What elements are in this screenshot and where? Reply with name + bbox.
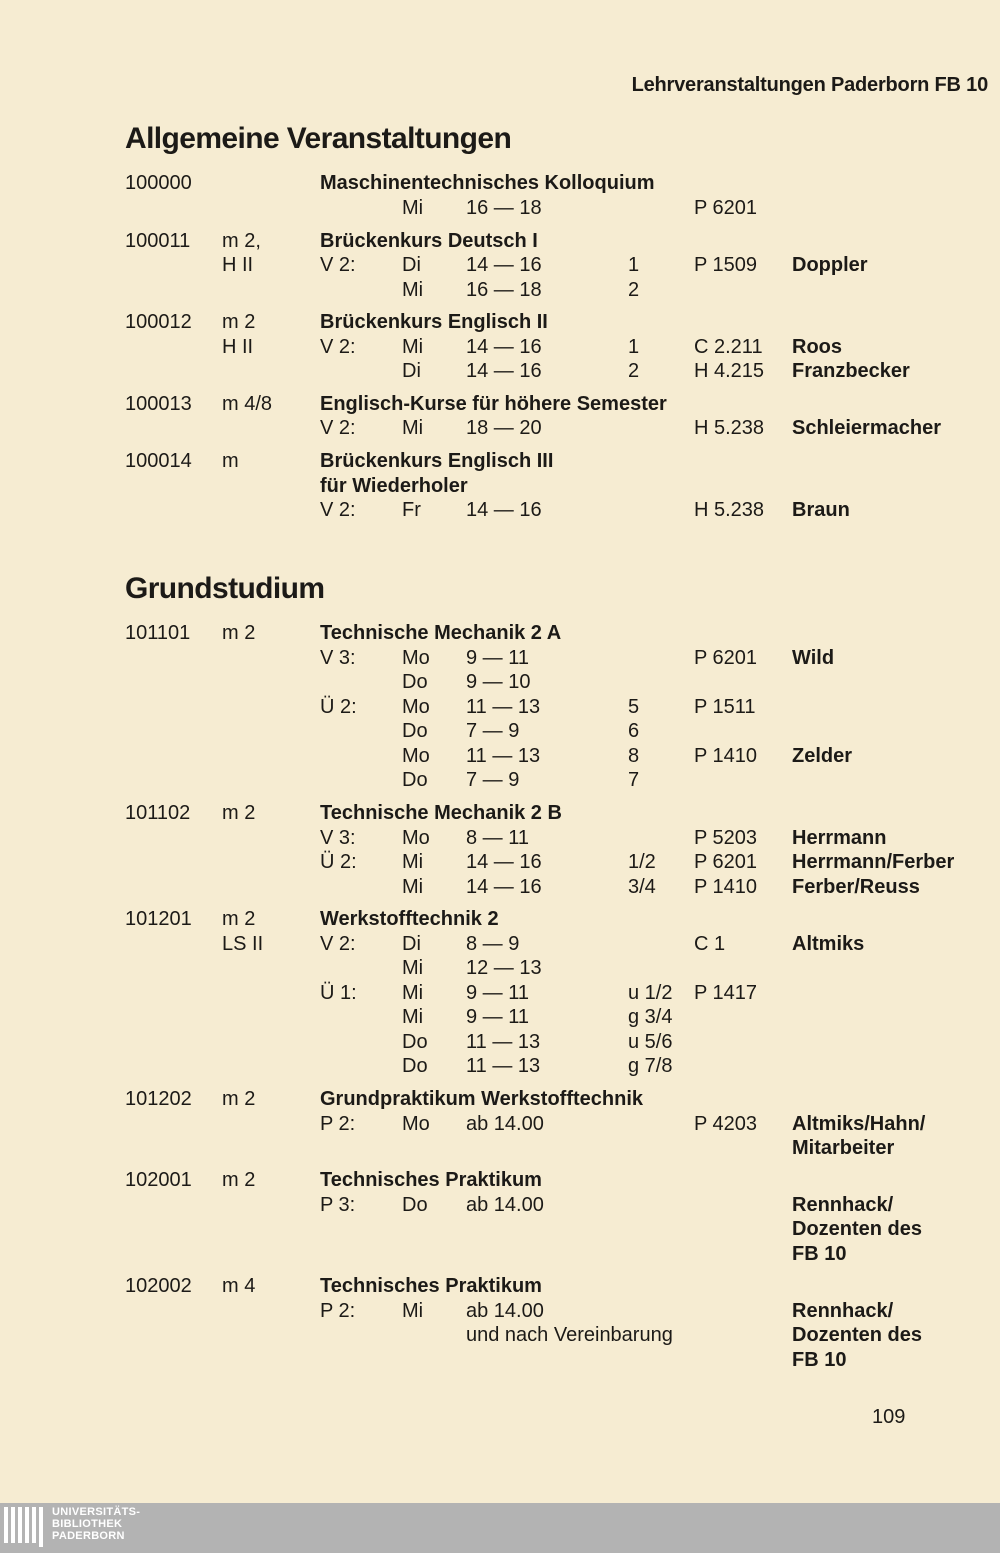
weekday: Mo xyxy=(402,745,430,767)
course-code: m xyxy=(222,450,239,472)
room: P 1511 xyxy=(694,696,756,718)
course-title: Technische Mechanik 2 A xyxy=(320,622,562,644)
table-row xyxy=(0,498,1000,522)
table-row xyxy=(0,1193,1000,1217)
table-row xyxy=(0,1087,1000,1111)
table-row xyxy=(0,474,1000,498)
course-number: 101202 xyxy=(125,1088,192,1110)
time-slot: 11 — 13 xyxy=(466,696,541,718)
weekday: Do xyxy=(402,671,428,693)
weekday: Mi xyxy=(402,336,424,358)
room: C 2.211 xyxy=(694,336,763,358)
table-row xyxy=(0,196,1000,220)
table-row xyxy=(0,981,1000,1005)
weekday: Di xyxy=(402,933,421,955)
table-row xyxy=(0,1242,1000,1266)
course-title: Maschinentechnisches Kolloquium xyxy=(320,172,655,194)
room: P 6201 xyxy=(694,647,758,669)
course-number: 100013 xyxy=(125,393,192,415)
time-slot: 11 — 13 xyxy=(466,1031,541,1053)
course-number: 101101 xyxy=(125,622,191,644)
weekday: Mi xyxy=(402,279,424,301)
lecturer: FB 10 xyxy=(792,1243,847,1265)
session-type: V 2: xyxy=(320,336,356,358)
course-number: 100000 xyxy=(125,172,192,194)
table-row xyxy=(0,1274,1000,1298)
table-row xyxy=(0,1112,1000,1136)
room: P 6201 xyxy=(694,851,758,873)
group: 3/4 xyxy=(628,876,656,898)
weekday: Mo xyxy=(402,827,430,849)
room: P 1410 xyxy=(694,745,758,767)
lecturer: Herrmann/Ferber xyxy=(792,851,955,873)
time-slot: 11 — 13 xyxy=(466,1055,541,1077)
table-row xyxy=(0,1323,1000,1347)
running-head: Lehrveranstaltungen Paderborn FB 10 xyxy=(631,74,988,96)
table-row xyxy=(0,335,1000,359)
table-row xyxy=(0,1136,1000,1160)
group: g 3/4 xyxy=(628,1006,673,1028)
course-code: m 2 xyxy=(222,622,256,644)
time-slot: 8 — 9 xyxy=(466,933,520,955)
time-slot: 14 — 16 xyxy=(466,876,542,898)
group: u 1/2 xyxy=(628,982,673,1004)
time-slot: ab 14.00 xyxy=(466,1300,544,1322)
course-code: H II xyxy=(222,254,254,276)
lecturer: Schleiermacher xyxy=(792,417,941,439)
course-title: Grundpraktikum Werkstofftechnik xyxy=(320,1088,644,1110)
course-title: Brückenkurs Deutsch I xyxy=(320,230,538,252)
table-row xyxy=(0,744,1000,768)
weekday: Do xyxy=(402,1194,428,1216)
logo-line: UNIVERSITÄTS- xyxy=(52,1506,141,1518)
weekday: Do xyxy=(402,720,428,742)
table-row xyxy=(0,1299,1000,1323)
table-row xyxy=(0,1005,1000,1029)
lecturer: Ferber/Reuss xyxy=(792,876,920,898)
group: 1 xyxy=(628,254,640,276)
table-row xyxy=(0,359,1000,383)
session-type: P 3: xyxy=(320,1194,356,1216)
course-code: H II xyxy=(222,336,254,358)
room: C 1 xyxy=(694,933,726,955)
room: P 1509 xyxy=(694,254,758,276)
library-logo-text xyxy=(52,1506,140,1542)
table-row xyxy=(0,449,1000,473)
group: 7 xyxy=(628,769,640,791)
table-row xyxy=(0,875,1000,899)
course-title: Werkstofftechnik 2 xyxy=(320,908,499,930)
section-title-allgemeine: Allgemeine Veranstaltungen xyxy=(125,122,512,155)
table-row xyxy=(0,310,1000,334)
weekday: Mi xyxy=(402,197,424,219)
logo-line: PADERBORN xyxy=(52,1530,125,1542)
time-slot: 8 — 11 xyxy=(466,827,529,849)
course-number: 101201 xyxy=(125,908,192,930)
room: P 1410 xyxy=(694,876,758,898)
session-type: P 2: xyxy=(320,1113,356,1135)
weekday: Mi xyxy=(402,1006,424,1028)
session-type: V 2: xyxy=(320,499,356,521)
page-number: 109 xyxy=(872,1406,906,1428)
course-number: 102001 xyxy=(125,1169,192,1191)
weekday: Mi xyxy=(402,1300,424,1322)
time-slot: 14 — 16 xyxy=(466,499,542,521)
table-row xyxy=(0,1030,1000,1054)
course-code: m 4/8 xyxy=(222,393,273,415)
group: 1/2 xyxy=(628,851,656,873)
room: P 4203 xyxy=(694,1113,758,1135)
course-title: Brückenkurs Englisch III xyxy=(320,450,554,472)
weekday: Fr xyxy=(402,499,421,521)
table-row xyxy=(0,621,1000,645)
table-row xyxy=(0,932,1000,956)
table-row xyxy=(0,1348,1000,1372)
lecturer: Altmiks/Hahn/ xyxy=(792,1113,926,1135)
weekday: Mi xyxy=(402,876,424,898)
course-number: 100014 xyxy=(125,450,192,472)
group: 5 xyxy=(628,696,640,718)
weekday: Mi xyxy=(402,982,424,1004)
course-code: m 2 xyxy=(222,802,256,824)
course-code: m 2, xyxy=(222,230,261,252)
library-logo-icon xyxy=(4,1507,46,1547)
weekday: Do xyxy=(402,1031,428,1053)
time-slot: 12 — 13 xyxy=(466,957,542,979)
course-number: 100012 xyxy=(125,311,192,333)
session-type: V 2: xyxy=(320,933,356,955)
table-row xyxy=(0,278,1000,302)
lecturer: Franzbecker xyxy=(792,360,910,382)
room: H 5.238 xyxy=(694,499,765,521)
lecturer: Rennhack/ xyxy=(792,1300,894,1322)
course-number: 102002 xyxy=(125,1275,192,1297)
course-title: Technisches Praktikum xyxy=(320,1275,542,1297)
weekday: Mi xyxy=(402,851,424,873)
room: P 6201 xyxy=(694,197,758,219)
lecturer: Doppler xyxy=(792,254,868,276)
room: P 5203 xyxy=(694,827,758,849)
course-code: m 2 xyxy=(222,908,256,930)
lecturer: Dozenten des xyxy=(792,1218,923,1240)
group: 6 xyxy=(628,720,640,742)
time-slot: 7 — 9 xyxy=(466,769,520,791)
course-title: für Wiederholer xyxy=(320,475,468,497)
session-type: Ü 2: xyxy=(320,851,357,873)
weekday: Mo xyxy=(402,1113,430,1135)
room: H 5.238 xyxy=(694,417,765,439)
room: P 1417 xyxy=(694,982,758,1004)
table-row xyxy=(0,956,1000,980)
course-title: Englisch-Kurse für höhere Semester xyxy=(320,393,667,415)
course-number: 101102 xyxy=(125,802,191,824)
weekday: Do xyxy=(402,1055,428,1077)
table-row xyxy=(0,646,1000,670)
lecturer: Zelder xyxy=(792,745,853,767)
course-title: Technisches Praktikum xyxy=(320,1169,542,1191)
course-code: m 2 xyxy=(222,1088,256,1110)
time-slot: 18 — 20 xyxy=(466,417,542,439)
time-slot: und nach Vereinbarung xyxy=(466,1324,673,1346)
table-row xyxy=(0,695,1000,719)
time-slot: 14 — 16 xyxy=(466,360,542,382)
session-type: V 2: xyxy=(320,417,356,439)
course-code: m 2 xyxy=(222,1169,256,1191)
table-row xyxy=(0,253,1000,277)
session-type: V 2: xyxy=(320,254,356,276)
session-type: P 2: xyxy=(320,1300,356,1322)
course-number: 100011 xyxy=(125,230,191,252)
lecturer: Roos xyxy=(792,336,842,358)
session-type: Ü 2: xyxy=(320,696,357,718)
session-type: V 3: xyxy=(320,827,356,849)
group: 1 xyxy=(628,336,640,358)
weekday: Mo xyxy=(402,696,430,718)
logo-line: BIBLIOTHEK xyxy=(52,1518,123,1530)
weekday: Mo xyxy=(402,647,430,669)
time-slot: 9 — 11 xyxy=(466,982,529,1004)
lecturer: Braun xyxy=(792,499,850,521)
table-row xyxy=(0,229,1000,253)
table-row xyxy=(0,1168,1000,1192)
table-row xyxy=(0,719,1000,743)
weekday: Mi xyxy=(402,957,424,979)
time-slot: 14 — 16 xyxy=(466,336,542,358)
course-code: m 4 xyxy=(222,1275,256,1297)
time-slot: ab 14.00 xyxy=(466,1113,544,1135)
session-type: V 3: xyxy=(320,647,356,669)
lecturer: Mitarbeiter xyxy=(792,1137,895,1159)
time-slot: 9 — 11 xyxy=(466,1006,529,1028)
lecturer: Herrmann xyxy=(792,827,887,849)
table-row xyxy=(0,801,1000,825)
table-row xyxy=(0,850,1000,874)
table-row xyxy=(0,907,1000,931)
lecturer: Dozenten des xyxy=(792,1324,923,1346)
time-slot: 11 — 13 xyxy=(466,745,541,767)
table-row xyxy=(0,1054,1000,1078)
group: 8 xyxy=(628,745,640,767)
time-slot: 14 — 16 xyxy=(466,254,542,276)
course-title: Technische Mechanik 2 B xyxy=(320,802,562,824)
lecturer: Wild xyxy=(792,647,835,669)
time-slot: 7 — 9 xyxy=(466,720,520,742)
weekday: Mi xyxy=(402,417,424,439)
time-slot: 14 — 16 xyxy=(466,851,542,873)
weekday: Di xyxy=(402,254,421,276)
time-slot: 9 — 10 xyxy=(466,671,531,693)
time-slot: 16 — 18 xyxy=(466,197,542,219)
time-slot: ab 14.00 xyxy=(466,1194,544,1216)
lecturer: Altmiks xyxy=(792,933,865,955)
lecturer: FB 10 xyxy=(792,1349,847,1371)
session-type: Ü 1: xyxy=(320,982,357,1004)
group: g 7/8 xyxy=(628,1055,673,1077)
course-title: Brückenkurs Englisch II xyxy=(320,311,548,333)
course-code: m 2 xyxy=(222,311,256,333)
table-row xyxy=(0,768,1000,792)
section-title-grundstudium: Grundstudium xyxy=(125,572,325,605)
weekday: Di xyxy=(402,360,421,382)
table-row xyxy=(0,826,1000,850)
group: 2 xyxy=(628,360,640,382)
table-row xyxy=(0,670,1000,694)
time-slot: 16 — 18 xyxy=(466,279,542,301)
table-row xyxy=(0,1217,1000,1241)
table-row xyxy=(0,392,1000,416)
group: u 5/6 xyxy=(628,1031,673,1053)
lecturer: Rennhack/ xyxy=(792,1194,894,1216)
course-code: LS II xyxy=(222,933,264,955)
table-row xyxy=(0,416,1000,440)
group: 2 xyxy=(628,279,640,301)
library-footer xyxy=(0,1503,1000,1553)
room: H 4.215 xyxy=(694,360,765,382)
time-slot: 9 — 11 xyxy=(466,647,529,669)
weekday: Do xyxy=(402,769,428,791)
table-row xyxy=(0,171,1000,195)
